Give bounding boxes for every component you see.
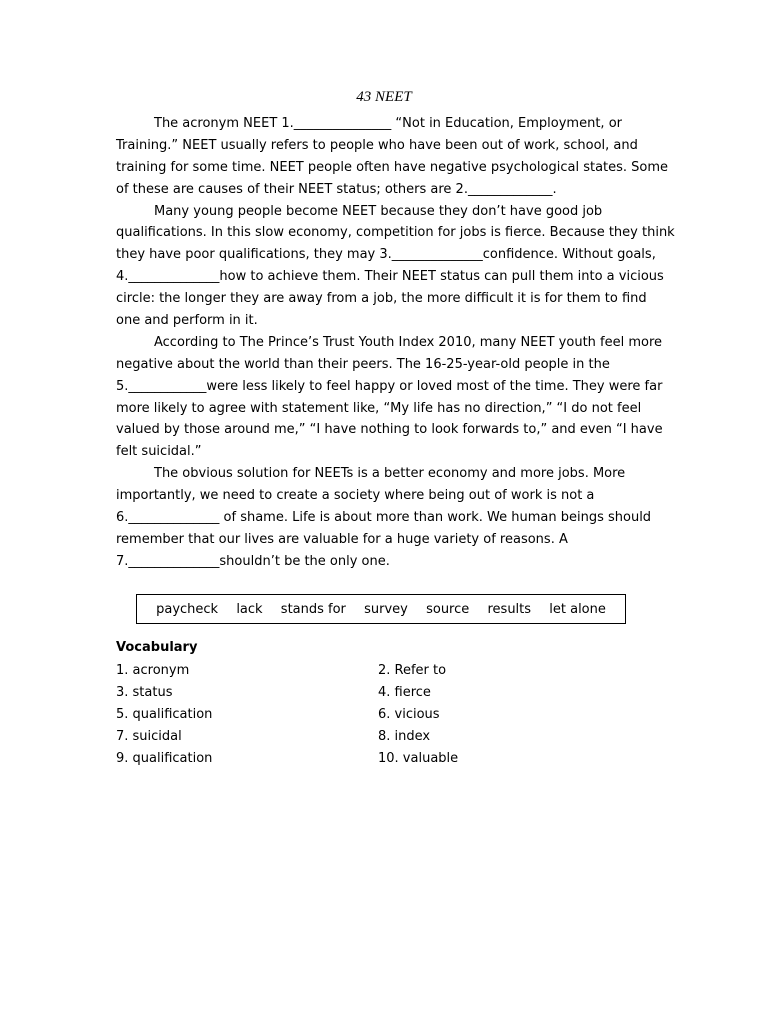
- passage-line: felt suicidal.”: [116, 444, 202, 460]
- vocabulary-heading: Vocabulary: [116, 640, 198, 655]
- vocabulary-row: [116, 726, 516, 748]
- passage-line: 4.______________how to achieve them. Their NEET status can pull them into a vicious: [116, 269, 664, 285]
- passage-line: Training.” NEET usually refers to people who have been out of work, school, and: [116, 137, 638, 153]
- passage-line: they have poor qualifications, they may 3.______________confidence. Without goals,: [116, 247, 656, 263]
- word-bank-item: source: [426, 601, 470, 617]
- passage-line: 5.____________were less likely to feel happy or loved most of the time. They were far: [116, 378, 663, 394]
- vocabulary-row: [116, 682, 516, 704]
- vocabulary-item: 1. acronym: [116, 663, 190, 678]
- word-bank-item: let alone: [549, 601, 606, 617]
- passage-line: The acronym NEET 1._______________ “Not in Education, Employment, or: [154, 116, 622, 131]
- vocabulary-row: [116, 660, 516, 682]
- vocabulary-item: 10. valuable: [378, 750, 459, 766]
- vocabulary-item: 2. Refer to: [378, 663, 447, 678]
- word-bank-item: results: [487, 601, 532, 617]
- vocabulary-item: 3. status: [116, 684, 173, 700]
- passage-line: training for some time. NEET people often have negative psychological states. Some: [116, 159, 669, 175]
- vocabulary-item: 6. vicious: [378, 706, 440, 722]
- passage-line: 6.______________ of shame. Life is about more than work. We human beings should: [116, 510, 652, 526]
- cloze-passage: [116, 113, 675, 573]
- worksheet-title: 43 NEET: [356, 89, 412, 105]
- vocabulary-item: 4. fierce: [378, 684, 431, 700]
- passage-line: negative about the world than their peers. The 16-25-year-old people in the: [116, 356, 610, 372]
- passage-line: The obvious solution for NEETs is a better economy and more jobs. More: [154, 466, 626, 482]
- passage-line: According to The Prince’s Trust Youth Index 2010, many NEET youth feel more: [154, 334, 663, 350]
- passage-line: circle: the longer they are away from a job, the more difficult it is for them to find: [116, 291, 647, 307]
- vocabulary-list: [116, 660, 516, 769]
- vocabulary-row: [116, 704, 516, 726]
- word-bank-item: stands for: [280, 601, 346, 617]
- word-bank-item: paycheck: [156, 601, 219, 617]
- passage-line: valued by those around me,” “I have nothing to look forwards to,” and even “I have: [116, 422, 663, 438]
- passage-line: remember that our lives are valuable for a huge variety of reasons. A: [116, 531, 568, 547]
- vocabulary-item: 7. suicidal: [116, 728, 182, 744]
- word-bank-box: [136, 594, 626, 624]
- passage-line: 7.______________shouldn’t be the only one.: [116, 553, 390, 569]
- vocabulary-item: 5. qualification: [116, 706, 213, 722]
- vocabulary-item: 9. qualification: [116, 750, 213, 766]
- passage-line: of these are causes of their NEET status; others are 2._____________.: [116, 181, 557, 197]
- vocabulary-row: [116, 748, 516, 770]
- word-bank-item: lack: [236, 601, 263, 617]
- passage-line: importantly, we need to create a society where being out of work is not a: [116, 488, 595, 504]
- passage-line: Many young people become NEET because they don’t have good job: [154, 203, 603, 219]
- vocabulary-item: 8. index: [378, 728, 431, 744]
- passage-line: one and perform in it.: [116, 313, 258, 329]
- passage-line: qualifications. In this slow economy, competition for jobs is fierce. Because they think: [116, 225, 675, 241]
- word-bank-item: survey: [364, 601, 408, 617]
- passage-line: more likely to agree with statement like, “My life has no direction,” “I do not feel: [116, 400, 642, 416]
